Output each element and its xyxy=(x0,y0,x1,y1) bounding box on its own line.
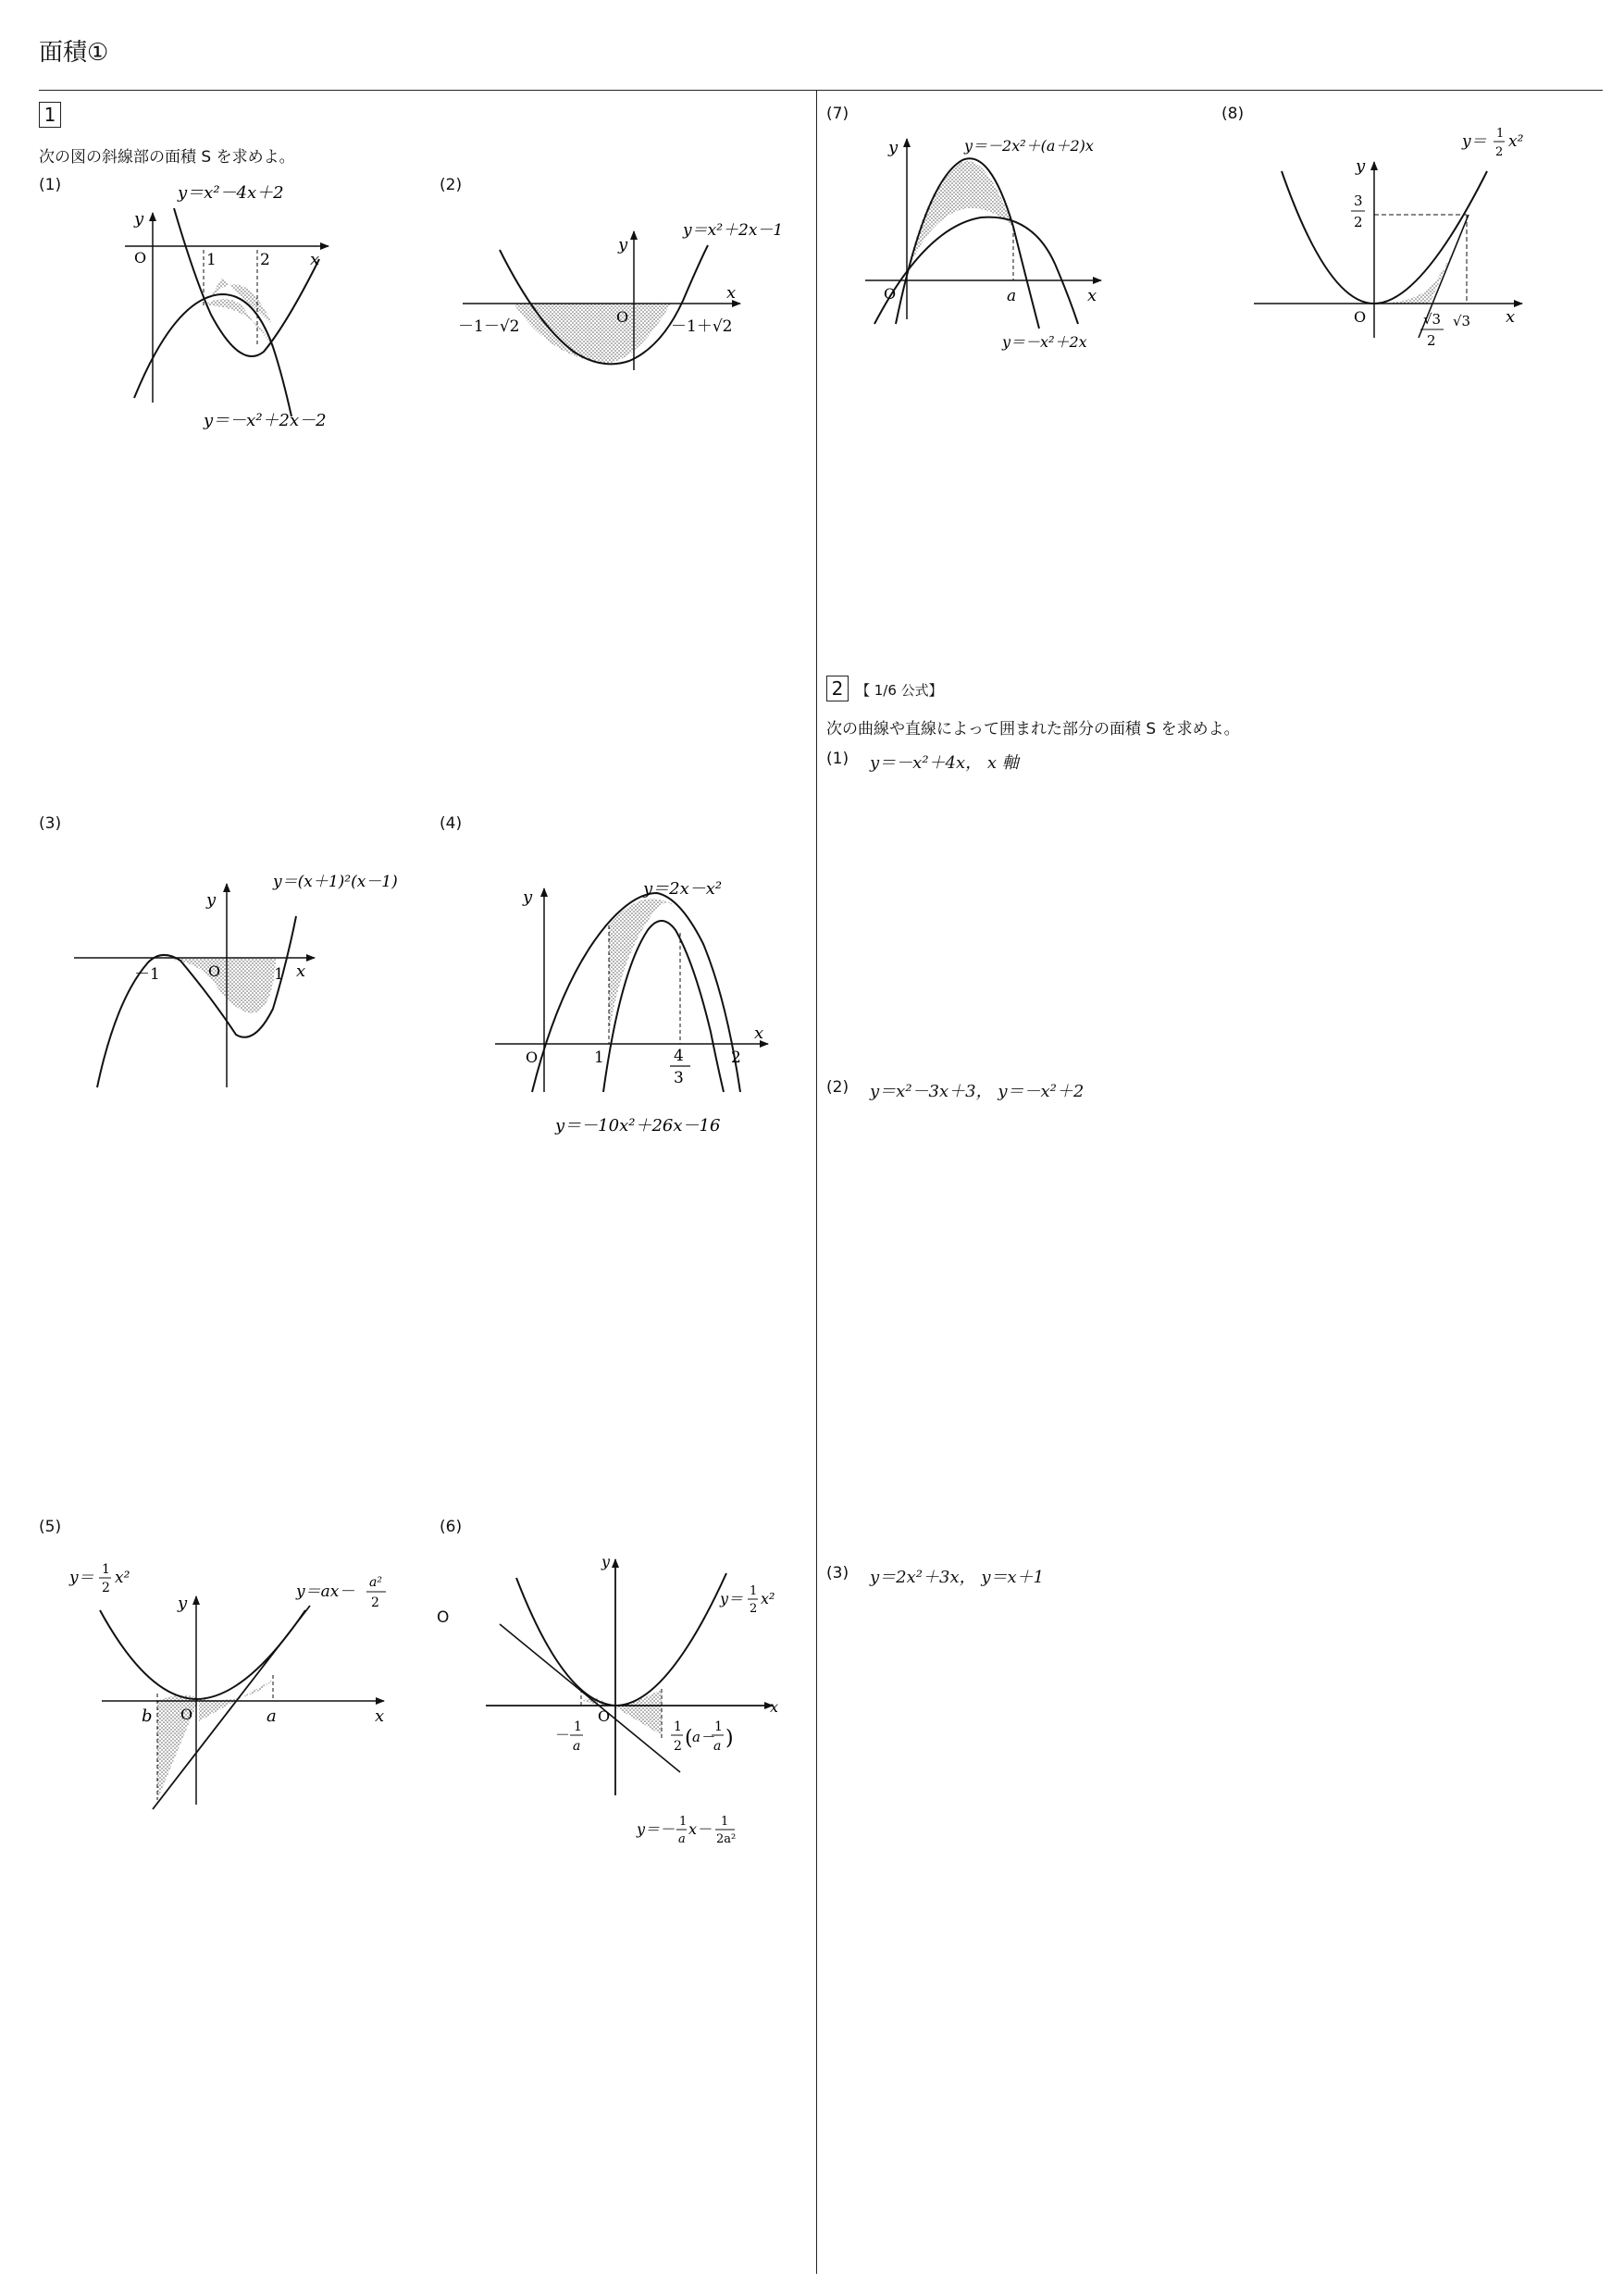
tick-b: b xyxy=(142,1706,153,1726)
problem-1-5-label: (5) xyxy=(39,1518,62,1536)
eq-bottom-prefix: y＝－ xyxy=(637,1820,676,1838)
eq-den: 2 xyxy=(1495,145,1504,159)
y-frac-num: 3 xyxy=(1354,192,1363,209)
left-den: a xyxy=(573,1739,581,1754)
y-label: y xyxy=(206,890,217,910)
equation-top: y＝2x－x² xyxy=(643,879,723,899)
equation-top: y＝x²－4x＋2 xyxy=(178,183,284,203)
equation-bottom: y＝－x²＋2x－2 xyxy=(204,411,327,430)
tick-1: 1 xyxy=(594,1049,604,1067)
x-label: x xyxy=(1087,286,1097,305)
y-label: y xyxy=(178,1594,188,1613)
eq-bottom-d1: a xyxy=(678,1832,686,1846)
title-divider xyxy=(39,90,1603,91)
svg-text:): ) xyxy=(725,1727,734,1750)
frac-den: 3 xyxy=(674,1069,684,1087)
eq-top-num: 1 xyxy=(750,1584,758,1598)
x-label: x xyxy=(726,283,737,303)
parabola xyxy=(516,1573,726,1706)
problem-2-1-text: y＝－x²＋4x， x 軸 xyxy=(870,753,1019,773)
section-2-tag: 【 1/6 公式】 xyxy=(856,682,943,699)
eq-left-prefix: y＝ xyxy=(69,1569,94,1587)
problem-2-3-text: y＝2x²＋3x， y＝x＋1 xyxy=(870,1568,1045,1587)
figure-1-5 xyxy=(65,1545,398,1823)
tick-1: 1 xyxy=(206,251,217,269)
shaded-region-left xyxy=(157,1694,199,1800)
equation-bottom: y＝－x²＋2x xyxy=(1002,333,1087,351)
frac-num: 4 xyxy=(674,1047,684,1065)
problem-1-4-label: (4) xyxy=(440,814,463,833)
figure-1-2 xyxy=(444,213,814,389)
y-label: y xyxy=(618,235,628,254)
right-inner-num: 1 xyxy=(714,1719,723,1734)
x-label: x xyxy=(770,1698,779,1716)
shaded-region xyxy=(609,899,676,1035)
origin-label: O xyxy=(526,1049,539,1066)
eq-top-prefix: y＝ xyxy=(720,1590,744,1607)
tick-2: 2 xyxy=(731,1049,741,1067)
tick-1: 1 xyxy=(274,965,284,984)
lower-parabola xyxy=(134,294,291,416)
y-label: y xyxy=(523,887,533,907)
eq-left-suffix: x² xyxy=(115,1569,130,1587)
parabola xyxy=(100,1610,305,1699)
problem-1-1-label: (1) xyxy=(39,176,62,194)
eq-bottom-n2: 1 xyxy=(721,1815,729,1829)
left-root: －1－√2 xyxy=(458,317,520,336)
problem-2-2-text: y＝x²－3x＋3， y＝－x²＋2 xyxy=(870,1082,1085,1101)
origin-label: O xyxy=(616,308,629,326)
problem-1-6-label: (6) xyxy=(440,1518,463,1536)
tick-a: a xyxy=(1007,287,1017,305)
figure-1-8 xyxy=(1245,120,1550,361)
t1-num: √3 xyxy=(1423,311,1442,328)
origin-label: O xyxy=(208,962,221,980)
problem-1-7-label: (7) xyxy=(826,105,849,123)
eq-bottom-d2: 2a² xyxy=(716,1832,737,1846)
origin-label: O xyxy=(598,1707,611,1725)
y-label: y xyxy=(888,138,899,157)
right-num: 1 xyxy=(674,1719,682,1734)
x-label: x xyxy=(754,1024,764,1043)
figure-1-1 xyxy=(111,176,389,444)
tick-2: 2 xyxy=(260,251,270,269)
eq-prefix: y＝ xyxy=(1462,132,1487,151)
section-1-instruction: 次の図の斜線部の面積 S を求めよ。 xyxy=(39,148,295,167)
column-divider xyxy=(816,90,817,2274)
eq-right-prefix: y＝ax－ xyxy=(296,1582,355,1601)
right-root: －1＋√2 xyxy=(671,317,733,336)
parabola xyxy=(1282,171,1487,304)
section-2-number: 2 xyxy=(826,676,849,701)
right-den: 2 xyxy=(674,1739,682,1754)
origin-label: O xyxy=(134,249,147,267)
figure-1-6 xyxy=(481,1550,814,1846)
section-1-number: 1 xyxy=(39,102,61,128)
y-label: y xyxy=(134,209,144,229)
problem-1-3-label: (3) xyxy=(39,814,62,833)
tick-neg1: －1 xyxy=(134,965,160,984)
left-sign: － xyxy=(555,1726,571,1744)
equation: y＝x²＋2x－1 xyxy=(683,221,784,240)
x-label: x xyxy=(375,1706,385,1726)
shaded-region xyxy=(613,1689,662,1735)
x-label: x xyxy=(310,250,320,269)
right-inner-den: a xyxy=(713,1739,722,1754)
figure-1-3 xyxy=(65,861,435,1101)
origin-label: O xyxy=(1354,308,1367,326)
t2: √3 xyxy=(1453,313,1471,329)
origin-label: O xyxy=(884,285,897,303)
left-num: 1 xyxy=(574,1719,582,1734)
eq-top-suffix: x² xyxy=(761,1590,775,1607)
problem-2-1-label: (1) xyxy=(826,750,849,768)
eq-left-num: 1 xyxy=(102,1562,110,1577)
equation: y＝(x＋1)²(x－1) xyxy=(273,873,398,891)
page-title: 面積① xyxy=(39,39,109,67)
section-2-instruction: 次の曲線や直線によって囲まれた部分の面積 S を求めよ。 xyxy=(826,720,1240,738)
problem-1-8-label: (8) xyxy=(1221,105,1245,123)
eq-suffix: x² xyxy=(1508,132,1524,151)
t1-den: 2 xyxy=(1427,332,1436,349)
stray-origin-mark: O xyxy=(437,1608,450,1627)
problem-2-3-label: (3) xyxy=(826,1564,849,1582)
upper-parabola xyxy=(174,208,319,356)
eq-left-den: 2 xyxy=(102,1581,110,1595)
eq-right-num: a² xyxy=(369,1575,382,1590)
x-label: x xyxy=(1506,307,1516,327)
equation-bottom: y＝－10x²＋26x－16 xyxy=(555,1116,721,1136)
eq-top-den: 2 xyxy=(750,1602,758,1616)
figure-1-4 xyxy=(481,870,796,1148)
y-frac-den: 2 xyxy=(1354,214,1363,230)
origin-label: O xyxy=(180,1706,193,1723)
svg-text:(: ( xyxy=(685,1727,693,1750)
eq-right-den: 2 xyxy=(371,1595,379,1610)
tick-a: a xyxy=(267,1706,277,1726)
wide-parabola xyxy=(874,217,1078,324)
figure-1-7 xyxy=(861,125,1138,366)
right-inner-a: a－ xyxy=(692,1729,714,1745)
eq-num: 1 xyxy=(1496,127,1505,141)
eq-bottom-mid: x－ xyxy=(688,1820,713,1838)
problem-1-2-label: (2) xyxy=(440,176,463,194)
equation-top: y＝－2x²＋(a＋2)x xyxy=(964,137,1094,155)
eq-bottom-n1: 1 xyxy=(679,1815,688,1829)
y-label: y xyxy=(601,1553,611,1570)
y-label: y xyxy=(1356,156,1366,176)
x-label: x xyxy=(296,962,306,981)
problem-2-2-label: (2) xyxy=(826,1078,849,1097)
